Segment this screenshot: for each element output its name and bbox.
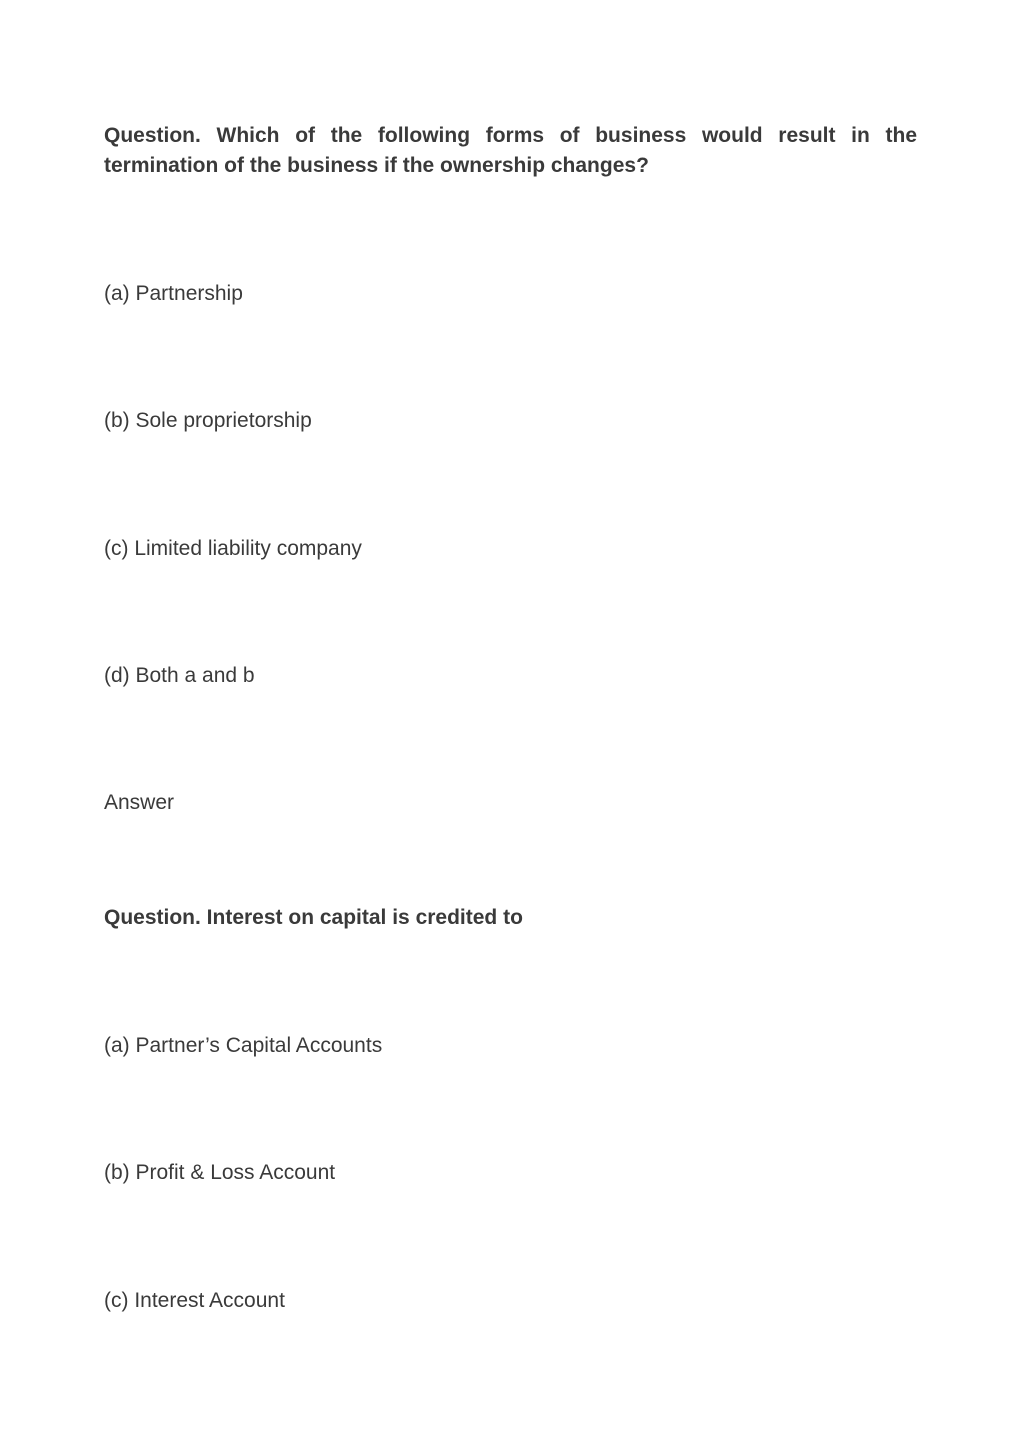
question-2-option-a: (a) Partner’s Capital Accounts: [104, 1034, 383, 1057]
question-2-text: Question. Interest on capital is credited to: [104, 906, 523, 929]
answer-label: Answer: [104, 791, 175, 814]
question-1-option-d: (d) Both a and b: [104, 664, 255, 687]
question-2-option-b: (b) Profit & Loss Account: [104, 1161, 336, 1184]
question-2-option-c: (c) Interest Account: [104, 1289, 285, 1312]
question-1-option-b: (b) Sole proprietorship: [104, 409, 312, 432]
question-1-option-c: (c) Limited liability company: [104, 537, 362, 560]
question-1-option-a: (a) Partnership: [104, 282, 243, 305]
question-1-text: Question. Which of the following forms of business would result in the termination of the business if the ownership changes?: [104, 124, 917, 177]
